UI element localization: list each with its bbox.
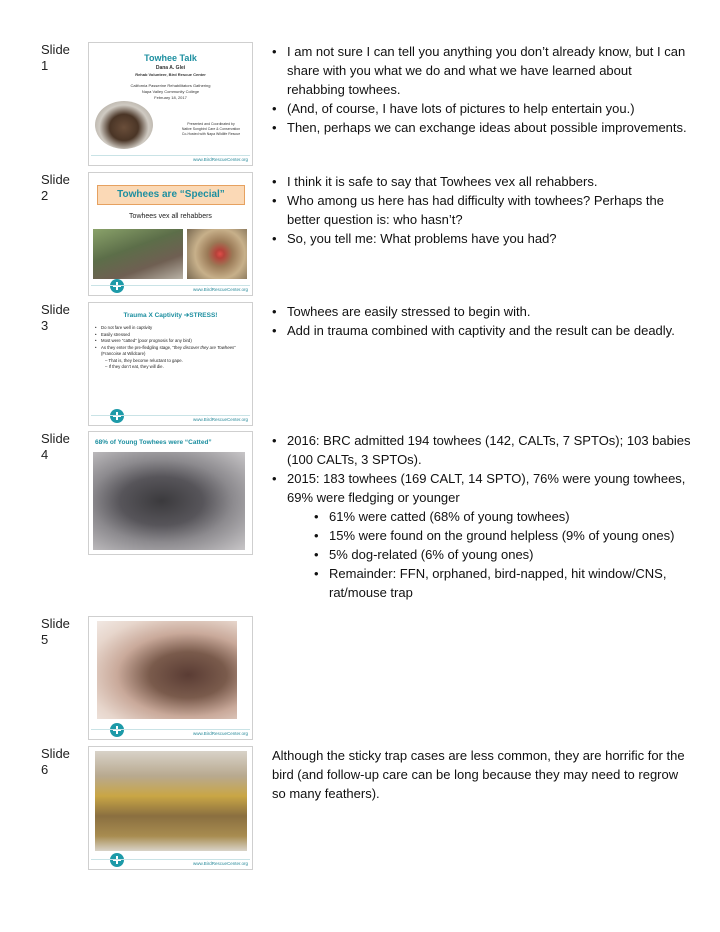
slide-footer-url: www.BirdRescueCenter.org [192,861,248,866]
slide-6-thumbnail [88,746,253,870]
event-date: February 18, 2017 [154,95,187,100]
footer-rule [91,729,250,730]
slide-3-notes [272,302,692,340]
slide-2-notes [272,172,692,248]
slide-6-label: Slide 6 [41,746,70,777]
bird-rescue-logo-icon [110,279,124,293]
slide-3-thumbnail [88,302,253,426]
presented-line: Co-Hosted with Napa Wildlife Rescue [181,132,241,136]
bullet: • Do not fare well in captivity [95,325,247,332]
note-item: • I think it is safe to say that Towhees vex all rehabbers. [272,172,692,191]
slide-2-label: Slide 2 [41,172,70,203]
slide-3-title: Trauma X Captivity ➔STRESS! [123,312,218,319]
slide-5-thumbnail [88,616,253,740]
slide-3-label: Slide 3 [41,302,70,333]
slide-1-author: Dana A. Glei [155,65,186,71]
note-item: • Then, perhaps we can exchange ideas about possible improvements. [272,118,692,137]
slide-footer-url: www.BirdRescueCenter.org [192,731,248,736]
slide-2-subtitle: Towhees vex all rehabbers [129,213,212,220]
footer-rule [91,155,250,156]
presented-line: Presented and Coordinated by [187,122,235,126]
bird-rescue-logo-icon [110,853,124,867]
slide-3-bullets [95,325,247,371]
towhee-chicks-photo [93,229,183,279]
bird-rescue-logo-icon [110,409,124,423]
bullet: • Most were “catted” (poor prognosis for any bird) [95,338,247,345]
footer-rule [91,859,250,860]
footer-rule [91,415,250,416]
note-item: • 2015: 183 towhees (169 CALT, 14 SPTO), 76% were young towhees, 69% were fledging or younger [272,469,692,507]
slide-1-notes [272,42,692,137]
sub-note-item: • 15% were found on the ground helpless (9% of young ones) [272,526,692,545]
note-paragraph: Although the sticky trap cases are less common, they are horrific for the bird (and follow-up care can be long because they may need to regrow so many feathers). [272,748,685,801]
catted-towhee-photo [93,452,245,550]
note-item: • So, you tell me: What problems have you had? [272,229,692,248]
footer-rule [91,285,250,286]
sub-bullet: – That is, they become reluctant to gape. [105,357,183,363]
note-item: • 2016: BRC admitted 194 towhees (142, CALTs, 7 SPTOs); 103 babies (100 CALTs, 3 SPTOs). [272,431,692,469]
sub-bullet: – If they don’t eat, they will die. [105,364,164,369]
note-item: • Towhees are easily stressed to begin with. [272,302,692,321]
sticky-trap-photo [95,751,247,851]
bullet: • Easily stressed [95,332,247,339]
slide-footer-url: www.BirdRescueCenter.org [192,157,248,162]
event-line: California Passerine Rehabilitators Gathering [130,83,211,88]
note-item: • (And, of course, I have lots of pictures to help entertain you.) [272,99,692,118]
slide-6-notes [272,746,692,803]
baby-towhee-photo [95,101,153,149]
note-item: • I am not sure I can tell you anything you don’t already know, but I can share with you what we do and what we have learned about rehabbing towhees. [272,42,692,99]
slide-2-title: Towhees are “Special” [97,185,245,205]
slide-4-label: Slide 4 [41,431,70,462]
presented-line: Native Songbird Care & Conservation [181,127,241,131]
swabbed-towhee-photo [97,621,237,719]
event-line: Napa Valley Community College [141,89,200,94]
bullet: • As they enter the pre-fledgling stage, “they discover they are Towhees” (Francoise at Wildcare) [95,345,247,358]
slide-1-affiliation: Rehab Volunteer, Bird Rescue Center [135,72,206,77]
slide-4-thumbnail [88,431,253,555]
slide-4-notes [272,431,692,602]
slide-1-thumbnail [88,42,253,166]
slide-footer-url: www.BirdRescueCenter.org [192,417,248,422]
slide-1-title: Towhee Talk [144,53,197,63]
note-item: • Add in trauma combined with captivity and the result can be deadly. [272,321,692,340]
nest-photo [187,229,247,279]
slide-5-label: Slide 5 [41,616,70,647]
slide-1-event [89,83,252,101]
sub-note-item: • Remainder: FFN, orphaned, bird-napped, hit window/CNS, rat/mouse trap [272,564,692,602]
note-item: • Who among us here has had difficulty with towhees? Perhaps the better question is: who hasn’t? [272,191,692,229]
slide-2-thumbnail [88,172,253,296]
sub-note-item: • 5% dog-related (6% of young ones) [272,545,692,564]
slide-1-presented-by [171,122,251,137]
bird-rescue-logo-icon [110,723,124,737]
slide-footer-url: www.BirdRescueCenter.org [192,287,248,292]
sub-note-item: • 61% were catted (68% of young towhees) [272,507,692,526]
slide-4-title: 68% of Young Towhees were “Catted” [95,439,212,446]
slide-1-label: Slide 1 [41,42,70,73]
